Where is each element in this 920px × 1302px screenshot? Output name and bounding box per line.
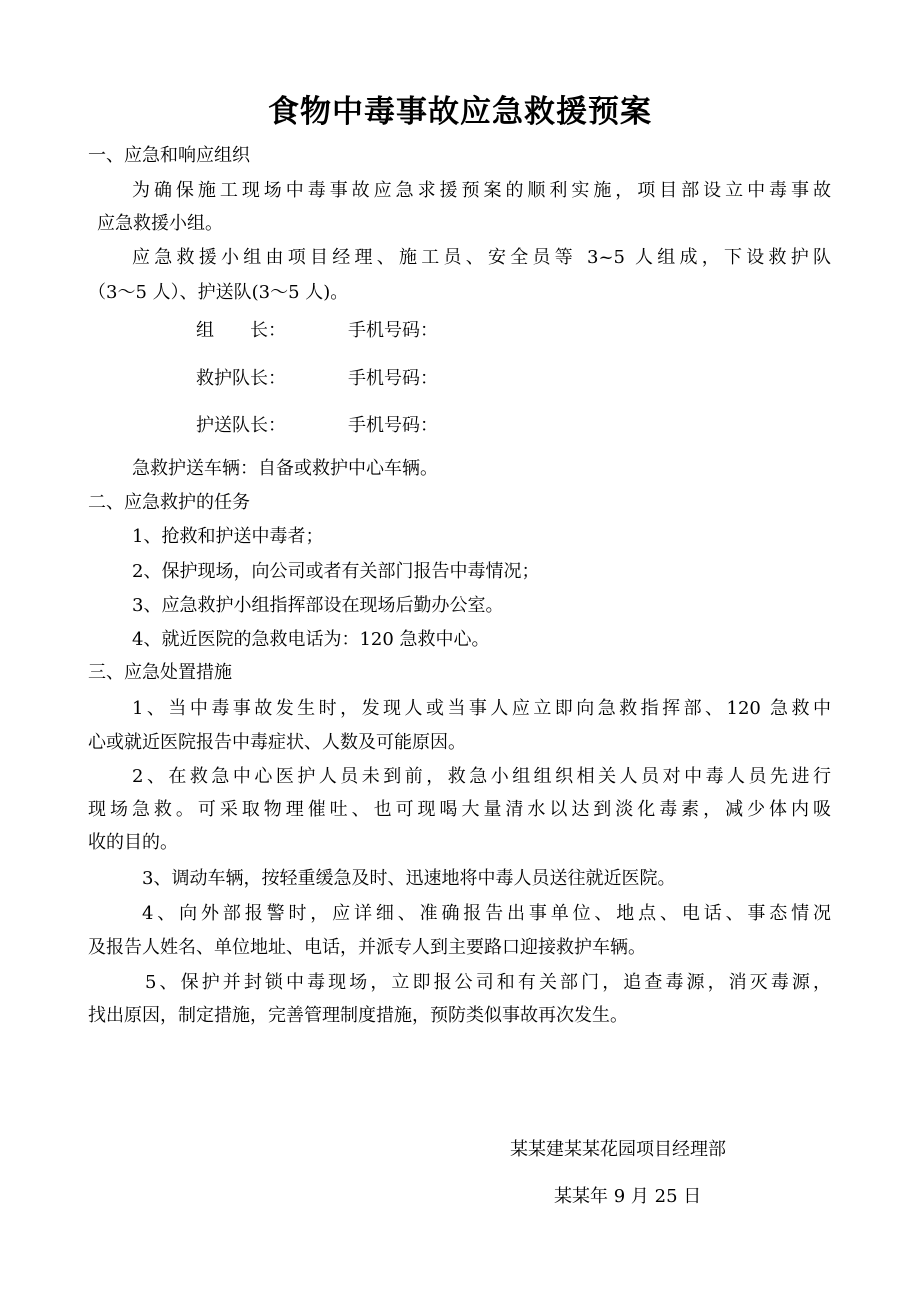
section-3-item-3: 3、调动车辆，按轻重缓急及时、迅速地将中毒人员送往就近医院。 (142, 868, 676, 889)
contact-role-leader: 组 长： (196, 320, 286, 341)
document-title: 食物中毒事故应急救援预案 (268, 94, 652, 130)
section-3-item-1-line-2: 心或就近医院报告中毒症状、人数及可能原因。 (88, 732, 466, 753)
section-1-para-1-line-1: 为确保施工现场中毒事故应急求援预案的顺利实施，项目部设立中毒事故 (132, 180, 831, 201)
section-2-item-2: 2、保护现场，向公司或者有关部门报告中毒情况； (132, 561, 540, 582)
section-3-item-2-line-1: 2、在救急中心医护人员未到前，救急小组组织相关人员对中毒人员先进行 (132, 766, 831, 787)
section-3-item-2-line-3: 收的目的。 (88, 832, 178, 853)
contact-role-escort: 护送队长： (196, 415, 286, 436)
section-3-item-4-line-1: 4、向外部报警时，应详细、准确报告出事单位、地点、电话、事态情况 (142, 903, 831, 924)
signature-date: 某某年 9 月 25 日 (554, 1186, 702, 1207)
section-3-item-5-line-2: 找出原因，制定措施，完善管理制度措施，预防类似事故再次发生。 (88, 1005, 628, 1026)
section-2-item-1: 1、抢救和护送中毒者； (132, 526, 324, 547)
section-2-item-3: 3、应急救护小组指挥部设在现场后勤办公室。 (132, 595, 504, 616)
contact-phone-leader: 手机号码： (348, 320, 438, 341)
section-1-heading: 一、应急和响应组织 (88, 145, 250, 166)
contact-role-rescue: 救护队长： (196, 368, 286, 389)
section-1-vehicle: 急救护送车辆：自备或救护中心车辆。 (132, 458, 438, 479)
contact-phone-rescue: 手机号码： (348, 368, 438, 389)
contact-phone-escort: 手机号码： (348, 415, 438, 436)
signature-organization: 某某建某某花园项目经理部 (510, 1139, 726, 1160)
section-3-item-1-line-1: 1、当中毒事故发生时，发现人或当事人应立即向急救指挥部、120 急救中 (132, 698, 831, 719)
section-2-item-4: 4、就近医院的急救电话为：120 急救中心。 (132, 629, 490, 650)
section-3-item-4-line-2: 及报告人姓名、单位地址、电话，并派专人到主要路口迎接救护车辆。 (88, 937, 646, 958)
section-3-item-2-line-2: 现场急救。可采取物理催吐、也可现喝大量清水以达到淡化毒素，减少体内吸 (88, 799, 831, 820)
section-3-item-5-line-1: 5、保护并封锁中毒现场，立即报公司和有关部门，追查毒源，消灭毒源， (145, 972, 831, 993)
section-1-para-2-line-2: （3～5 人）、护送队(3～5 人)。 (88, 282, 349, 303)
section-1-para-1-line-2: 应急救援小组。 (97, 213, 223, 234)
section-3-heading: 三、应急处置措施 (88, 662, 232, 683)
section-2-heading: 二、应急救护的任务 (88, 492, 250, 513)
section-1-para-2-line-1: 应急救援小组由项目经理、施工员、安全员等 3~5 人组成，下设救护队 (132, 247, 831, 268)
